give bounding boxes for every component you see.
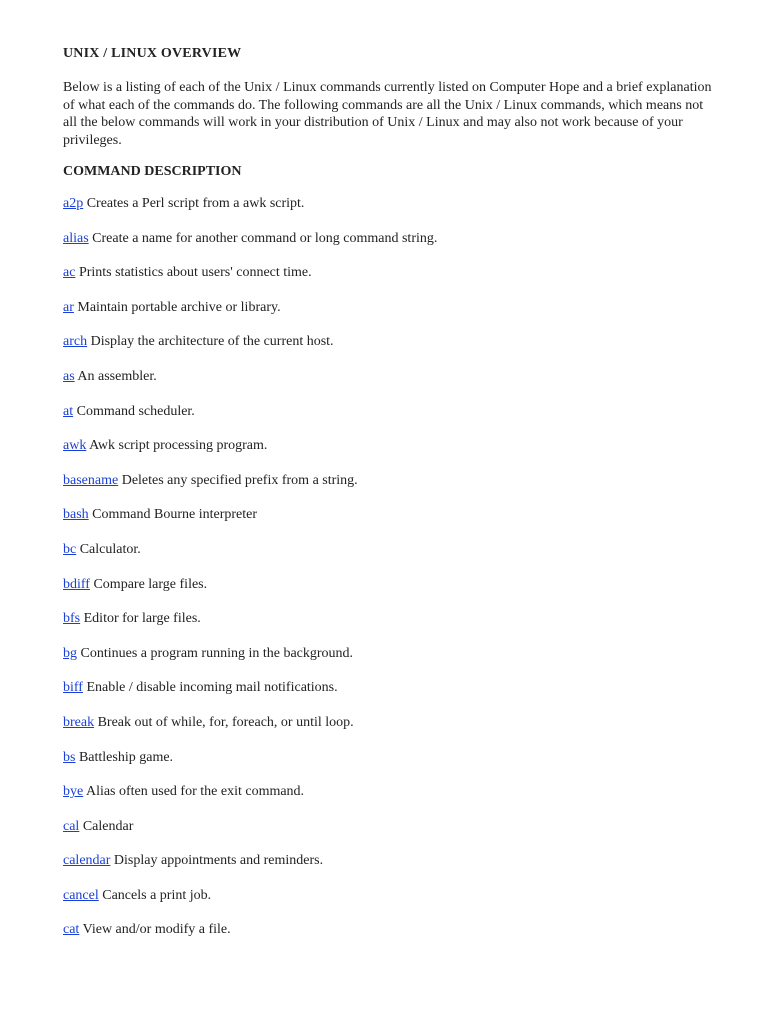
command-link-bye[interactable]: bye [63, 784, 84, 800]
command-item [63, 263, 713, 298]
command-link-ar[interactable]: ar [63, 299, 74, 315]
command-item [63, 575, 713, 610]
command-description: Cancels a print job. [102, 887, 212, 903]
command-item [63, 471, 713, 506]
command-description: Awk script processing program. [89, 438, 268, 454]
command-item [63, 229, 713, 264]
command-link-bs[interactable]: bs [63, 749, 76, 765]
command-description: Enable / disable incoming mail notifications. [86, 680, 338, 696]
command-description: An assembler. [77, 368, 157, 384]
command-description: Display the architecture of the current host. [90, 334, 334, 350]
command-link-break[interactable]: break [63, 714, 95, 730]
command-description: Compare large files. [93, 576, 208, 592]
command-description: Deletes any specified prefix from a string. [121, 472, 358, 488]
command-item [63, 886, 713, 921]
command-description: View and/or modify a file. [82, 922, 231, 938]
intro-paragraph: Below is a listing of each of the Unix / Linux commands currently listed on Computer Hope and a brief explanation of what each of the commands do. The following commands are all the Unix / Linux commands, which means not all the below commands will work in your distribution of Unix / Linux and may also not work because of your privileges. [63, 80, 712, 148]
command-description: Create a name for another command or long command string. [92, 230, 438, 246]
command-link-bash[interactable]: bash [63, 507, 89, 523]
command-link-arch[interactable]: arch [63, 334, 88, 350]
command-link-calendar[interactable]: calendar [63, 853, 111, 869]
command-link-a2p[interactable]: a2p [63, 196, 84, 211]
command-item [63, 436, 713, 471]
command-description: Creates a Perl script from a awk script. [86, 196, 305, 211]
command-description: Command Bourne interpreter [92, 507, 258, 523]
command-link-biff[interactable]: biff [63, 680, 83, 696]
command-item [63, 505, 713, 540]
command-description: Maintain portable archive or library. [77, 299, 281, 315]
page-title: UNIX / LINUX OVERVIEW [63, 46, 242, 61]
command-description: Prints statistics about users' connect time. [78, 265, 312, 281]
command-link-awk[interactable]: awk [63, 438, 87, 454]
command-item [63, 644, 713, 679]
command-item [63, 194, 713, 229]
command-link-as[interactable]: as [63, 368, 75, 384]
command-item [63, 609, 713, 644]
command-description: Break out of while, for, foreach, or until loop. [97, 714, 354, 730]
command-link-basename[interactable]: basename [63, 472, 119, 488]
section-heading: COMMAND DESCRIPTION [63, 164, 242, 179]
command-item [63, 402, 713, 437]
command-item [63, 920, 713, 955]
command-item [63, 367, 713, 402]
command-description: Alias often used for the exit command. [85, 784, 305, 800]
command-item [63, 678, 713, 713]
command-item [63, 748, 713, 783]
command-link-cancel[interactable]: cancel [63, 887, 99, 903]
command-item [63, 851, 713, 886]
command-link-bdiff[interactable]: bdiff [63, 576, 90, 592]
command-link-cal[interactable]: cal [63, 818, 80, 834]
document-page [63, 44, 713, 955]
command-description: Editor for large files. [83, 611, 201, 627]
command-item [63, 332, 713, 367]
command-item [63, 817, 713, 852]
command-link-alias[interactable]: alias [63, 230, 89, 246]
command-item [63, 782, 713, 817]
command-description: Display appointments and reminders. [113, 853, 324, 869]
command-description: Continues a program running in the background. [80, 645, 354, 661]
command-link-bg[interactable]: bg [63, 645, 77, 661]
command-link-at[interactable]: at [63, 403, 74, 419]
command-list [63, 194, 713, 955]
command-link-ac[interactable]: ac [63, 265, 76, 281]
command-description: Command scheduler. [76, 403, 195, 419]
command-link-bfs[interactable]: bfs [63, 611, 81, 627]
command-description: Battleship game. [78, 749, 174, 765]
command-link-cat[interactable]: cat [63, 922, 80, 938]
command-item [63, 540, 713, 575]
command-item [63, 298, 713, 333]
command-item [63, 713, 713, 748]
command-description: Calendar [82, 818, 134, 834]
command-link-bc[interactable]: bc [63, 541, 77, 557]
command-description: Calculator. [79, 541, 141, 557]
